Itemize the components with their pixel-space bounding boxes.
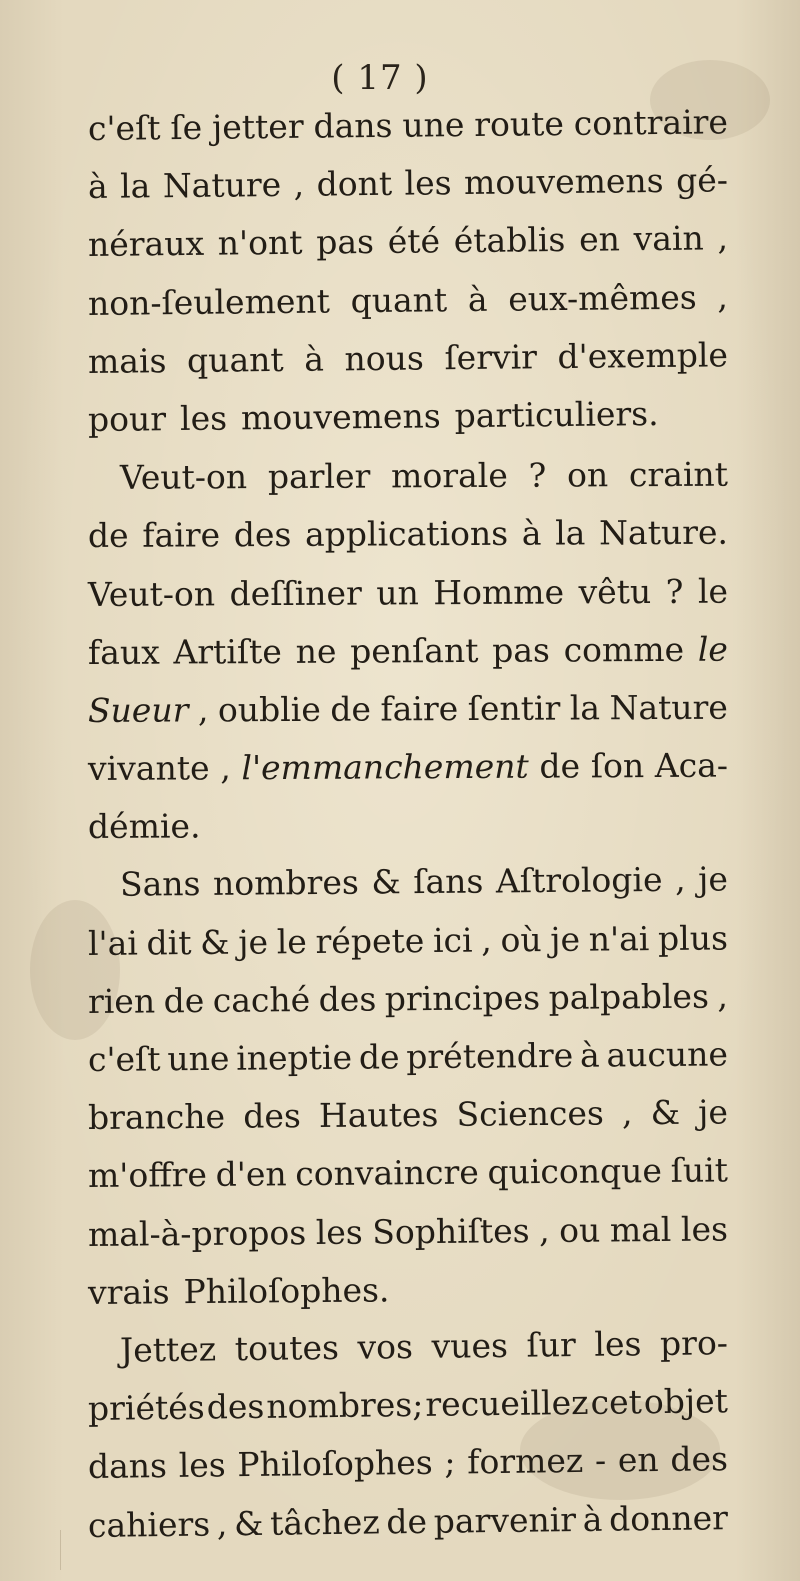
- word: des: [243, 1096, 301, 1136]
- text-line: [88, 1025, 728, 1089]
- word: vrais: [87, 1272, 170, 1312]
- word: mouvemens: [463, 161, 664, 203]
- word: ineptie: [236, 1037, 353, 1078]
- text-line: [88, 93, 729, 158]
- word: &: [233, 1503, 264, 1543]
- word: la: [119, 166, 151, 206]
- text-line: [88, 504, 728, 566]
- word: Sans: [119, 864, 201, 905]
- word: dont: [316, 164, 393, 204]
- word: vain: [633, 218, 704, 259]
- word: route: [474, 104, 565, 144]
- word: penſant: [350, 630, 479, 671]
- text-line: [88, 1084, 728, 1148]
- word: d'exemple: [557, 335, 729, 376]
- word: dans: [87, 1446, 168, 1487]
- word: cahiers: [87, 1504, 211, 1545]
- word: toutes: [234, 1327, 340, 1369]
- word: aucune: [606, 1034, 729, 1075]
- word: Nature: [162, 165, 282, 206]
- word: faire: [142, 515, 221, 556]
- word: des: [318, 979, 377, 1019]
- word: gé-: [675, 160, 729, 201]
- word: -: [594, 1440, 607, 1481]
- word: recueillez: [425, 1383, 589, 1425]
- word: nous: [344, 338, 425, 379]
- word: ſon: [590, 746, 645, 786]
- word: palpables: [548, 976, 710, 1017]
- word: &: [371, 862, 401, 902]
- word: cet: [590, 1382, 643, 1422]
- word: nombres: [212, 863, 359, 904]
- word: parvenir: [433, 1499, 577, 1541]
- word: ,: [717, 218, 729, 258]
- word: ſuit: [670, 1150, 729, 1191]
- word: quant: [350, 279, 448, 320]
- text-line: [88, 679, 728, 741]
- word: objet: [643, 1381, 729, 1422]
- word: ici: [432, 920, 473, 960]
- word: mal-à-propos: [87, 1212, 307, 1254]
- word: vivante: [87, 748, 210, 789]
- word: à: [467, 279, 488, 319]
- body-text: [88, 100, 728, 1555]
- word: contraire: [573, 102, 729, 143]
- word: vos: [357, 1326, 414, 1367]
- word: Sophiſtes: [372, 1210, 530, 1252]
- text-line: [88, 210, 729, 275]
- word: applications: [304, 514, 509, 555]
- word: ,: [293, 164, 305, 205]
- text-line: [88, 737, 728, 799]
- word: ne: [295, 631, 337, 671]
- text-line: [88, 1372, 729, 1438]
- text-line: [88, 268, 729, 333]
- text-line: [88, 909, 728, 973]
- text-line: [88, 384, 729, 449]
- word: une: [167, 1038, 230, 1079]
- word: ,: [220, 748, 231, 788]
- word: ſans: [413, 861, 484, 902]
- word: oublie: [217, 689, 321, 730]
- word: ,: [717, 976, 729, 1016]
- word: particuliers.: [454, 393, 659, 436]
- word: n'ont: [217, 223, 303, 264]
- word: les: [680, 1208, 729, 1249]
- word: en: [578, 219, 621, 260]
- margin-mark: [60, 1530, 91, 1570]
- word: la: [569, 688, 601, 728]
- word: je: [697, 859, 729, 900]
- word: &: [200, 922, 230, 962]
- word: le: [697, 629, 729, 669]
- word: je: [238, 922, 269, 962]
- word: ,: [621, 1093, 633, 1133]
- word: de: [539, 746, 581, 786]
- word: convaincre: [295, 1152, 480, 1194]
- word: à: [579, 1035, 600, 1075]
- word: c'eſt: [87, 1039, 161, 1079]
- word: mais: [87, 340, 167, 381]
- word: Artiſte: [173, 631, 283, 672]
- word: néraux: [87, 224, 205, 265]
- word: craint: [628, 454, 729, 495]
- word: donner: [608, 1497, 729, 1539]
- word: Homme: [433, 572, 565, 612]
- word: ,: [538, 1210, 550, 1250]
- word: à: [582, 1499, 603, 1539]
- word: pour: [87, 399, 167, 439]
- word: quant: [186, 339, 284, 380]
- word: de: [358, 1037, 400, 1077]
- word: m'offre: [87, 1155, 208, 1196]
- word: Philoſophes.: [183, 1270, 390, 1311]
- word: ſentir: [467, 688, 561, 728]
- text-line: [88, 1258, 728, 1322]
- word: d'en: [215, 1154, 287, 1195]
- word: ,: [674, 860, 686, 900]
- word: je: [550, 919, 581, 959]
- word: jetter: [211, 106, 304, 147]
- word: en: [617, 1440, 659, 1480]
- word: c'eſt: [87, 108, 161, 148]
- word: &: [650, 1093, 681, 1133]
- word: rien: [87, 981, 156, 1021]
- word: un: [376, 572, 419, 612]
- word: Veut-on: [119, 457, 248, 497]
- word: caché: [212, 979, 311, 1020]
- word: les: [594, 1324, 642, 1364]
- word: Nature: [609, 687, 729, 728]
- word: dans: [313, 105, 393, 146]
- word: non-ſeulement: [87, 281, 331, 323]
- word: été: [387, 221, 441, 262]
- word: pas: [492, 630, 551, 670]
- word: Sciences: [456, 1093, 605, 1134]
- word: ſur: [526, 1324, 577, 1365]
- text-line: [88, 1314, 729, 1380]
- word: Sueur: [87, 690, 189, 730]
- word: le: [697, 571, 729, 611]
- word: deſſiner: [229, 573, 362, 613]
- text-line: [88, 562, 728, 624]
- word: Aca-: [654, 745, 729, 786]
- word: les: [315, 1212, 363, 1252]
- word: la: [555, 513, 586, 553]
- word: où: [500, 919, 542, 960]
- word: à: [521, 513, 542, 554]
- text-line: [88, 1489, 729, 1555]
- word: dit: [146, 922, 192, 963]
- text-line: [88, 795, 728, 857]
- text-line: [88, 1142, 728, 1206]
- word: des: [233, 515, 292, 555]
- word: une: [402, 105, 465, 145]
- word: ,: [717, 276, 729, 316]
- word: Nature.: [598, 512, 729, 553]
- word: branche: [87, 1096, 226, 1138]
- word: priétés: [87, 1387, 205, 1429]
- word: tâchez: [269, 1501, 380, 1543]
- word: de: [330, 689, 372, 729]
- word: des: [206, 1386, 265, 1427]
- word: Philoſophes: [237, 1443, 433, 1485]
- word: quiconque: [487, 1151, 663, 1192]
- word: établis: [453, 220, 566, 261]
- word: des: [670, 1439, 729, 1480]
- word: ;: [444, 1442, 456, 1482]
- word: ſervir: [444, 337, 538, 378]
- word: de: [163, 980, 205, 1021]
- word: faire: [380, 688, 459, 729]
- word: pas: [316, 222, 375, 262]
- word: l'ai: [87, 923, 139, 963]
- word: Aſtrologie: [495, 860, 663, 901]
- word: répete: [315, 920, 425, 961]
- word: n'ai: [588, 918, 650, 959]
- word: les: [404, 163, 452, 203]
- word: ,: [216, 1503, 228, 1543]
- page-number: ( 17 ): [331, 58, 429, 98]
- word: Veut-on: [87, 573, 216, 614]
- word: ſe: [170, 107, 203, 148]
- word: nombres;: [266, 1385, 424, 1426]
- word: formez: [466, 1441, 584, 1482]
- word: à: [87, 166, 108, 207]
- text-line: [88, 446, 728, 508]
- word: principes: [384, 977, 541, 1019]
- word: on: [566, 455, 609, 495]
- word: démie.: [87, 806, 201, 847]
- word: ?: [665, 571, 684, 611]
- text-line: [88, 151, 729, 216]
- word: parler: [267, 456, 371, 497]
- word: prétendre: [406, 1035, 574, 1077]
- word: Hautes: [318, 1095, 439, 1136]
- text-line: [88, 326, 729, 391]
- text-line: [88, 967, 728, 1031]
- text-line: [88, 1200, 728, 1264]
- word: ou: [559, 1210, 601, 1250]
- word: vêtu: [578, 571, 652, 611]
- word: vues: [431, 1325, 509, 1366]
- text-line: [88, 851, 728, 915]
- word: je: [698, 1092, 729, 1132]
- word: Jettez: [119, 1329, 217, 1370]
- word: mal: [609, 1209, 672, 1250]
- word: de: [87, 516, 129, 556]
- word: ,: [197, 690, 209, 730]
- word: mouvemens: [240, 396, 441, 438]
- text-line: [88, 1430, 729, 1496]
- word: le: [276, 921, 308, 961]
- word: les: [178, 1445, 226, 1486]
- word: pro-: [659, 1323, 729, 1363]
- word: l'emmanchement: [241, 746, 529, 788]
- word: eux-mêmes: [508, 277, 697, 319]
- word: morale: [391, 455, 508, 496]
- word: faux: [87, 632, 160, 672]
- word: plus: [657, 918, 729, 958]
- text-line: [88, 620, 728, 682]
- word: à: [304, 339, 325, 379]
- word: les: [179, 398, 228, 438]
- word: de: [386, 1501, 428, 1541]
- word: comme: [563, 629, 685, 670]
- word: ?: [528, 455, 547, 495]
- word: ,: [481, 920, 492, 960]
